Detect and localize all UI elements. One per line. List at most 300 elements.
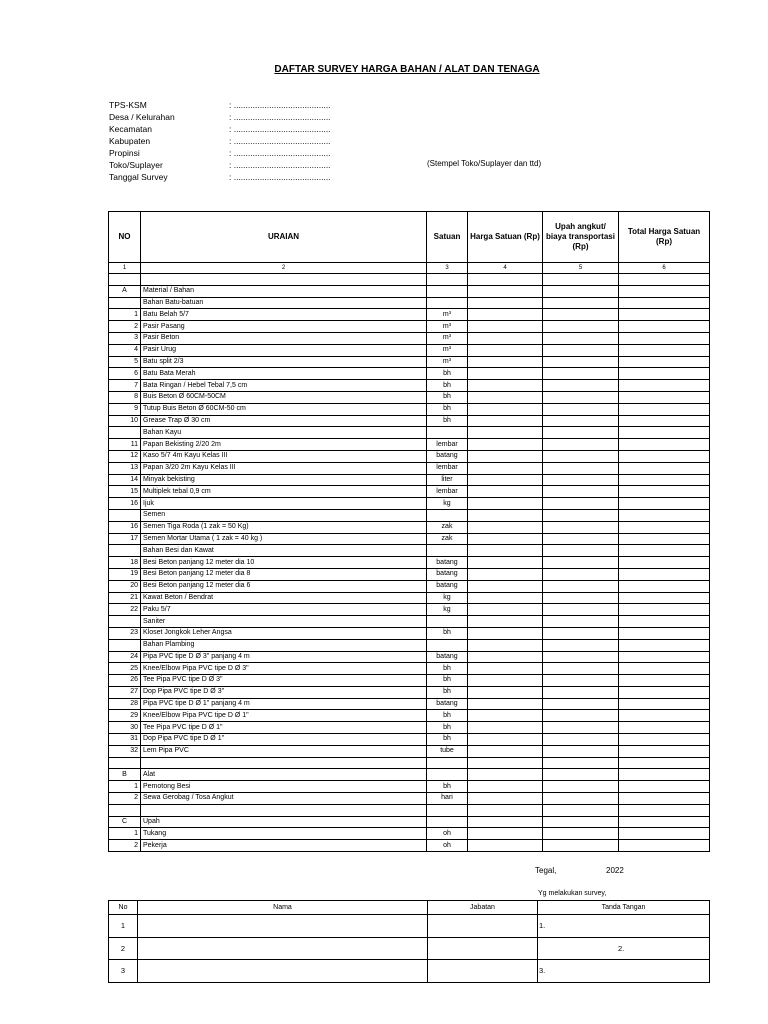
row-number: 1 — [109, 781, 141, 793]
harga-satuan-cell[interactable] — [468, 722, 543, 734]
total-harga-cell[interactable] — [619, 521, 710, 533]
upah-angkut-cell[interactable] — [543, 321, 619, 333]
row-description: Besi Beton panjang 12 meter dia 6 — [141, 580, 427, 592]
upah-angkut-cell[interactable] — [543, 498, 619, 510]
row-number — [109, 757, 141, 769]
info-label: TPS-KSM — [109, 100, 147, 110]
table-row — [109, 698, 710, 710]
info-value-field[interactable]: : ......................................... — [229, 172, 331, 182]
harga-satuan-cell[interactable] — [468, 285, 543, 297]
row-number — [109, 509, 141, 521]
harga-satuan-cell[interactable] — [468, 710, 543, 722]
row-unit: bh — [427, 403, 468, 415]
signature-row — [109, 937, 710, 960]
total-harga-cell[interactable] — [619, 557, 710, 569]
upah-angkut-cell[interactable] — [543, 698, 619, 710]
row-description: Paku 5/7 — [141, 604, 427, 616]
upah-angkut-cell[interactable] — [543, 356, 619, 368]
total-harga-cell[interactable] — [619, 769, 710, 781]
harga-satuan-cell[interactable] — [468, 380, 543, 392]
upah-angkut-cell[interactable] — [543, 439, 619, 451]
table-row — [109, 380, 710, 392]
total-harga-cell[interactable] — [619, 639, 710, 651]
row-unit — [427, 769, 468, 781]
total-harga-cell[interactable] — [619, 498, 710, 510]
header-total-harga: Total Harga Satuan (Rp) — [619, 212, 710, 263]
table-row — [109, 604, 710, 616]
upah-angkut-cell[interactable] — [543, 415, 619, 427]
total-harga-cell[interactable] — [619, 509, 710, 521]
signature-position-cell[interactable] — [428, 937, 538, 960]
row-number: 1 — [109, 309, 141, 321]
column-number: 1 — [109, 263, 141, 274]
row-description: Grease Trap Ø 30 cm — [141, 415, 427, 427]
harga-satuan-cell[interactable] — [468, 368, 543, 380]
row-unit: zak — [427, 521, 468, 533]
signature-sign-cell[interactable]: 3. — [538, 960, 710, 983]
harga-satuan-cell[interactable] — [468, 639, 543, 651]
upah-angkut-cell[interactable] — [543, 840, 619, 852]
total-harga-cell[interactable] — [619, 745, 710, 757]
total-harga-cell[interactable] — [619, 545, 710, 557]
row-number: 24 — [109, 651, 141, 663]
row-number: 32 — [109, 745, 141, 757]
row-number: C — [109, 816, 141, 828]
stamp-note: (Stempel Toko/Suplayer dan ttd) — [427, 159, 542, 168]
row-unit — [427, 804, 468, 816]
row-number: 9 — [109, 403, 141, 415]
harga-satuan-cell[interactable] — [468, 804, 543, 816]
table-row — [109, 391, 710, 403]
upah-angkut-cell[interactable] — [543, 380, 619, 392]
row-number: 29 — [109, 710, 141, 722]
total-harga-cell[interactable] — [619, 309, 710, 321]
table-row — [109, 734, 710, 746]
upah-angkut-cell[interactable] — [543, 769, 619, 781]
row-number — [109, 274, 141, 286]
harga-satuan-cell[interactable] — [468, 663, 543, 675]
upah-angkut-cell[interactable] — [543, 462, 619, 474]
row-description: Material / Bahan — [141, 285, 427, 297]
signature-number: 2 — [109, 937, 138, 960]
upah-angkut-cell[interactable] — [543, 580, 619, 592]
row-description: Lem Pipa PVC — [141, 745, 427, 757]
harga-satuan-cell[interactable] — [468, 462, 543, 474]
row-number: 16 — [109, 521, 141, 533]
row-description: Knee/Elbow Pipa PVC tipe D Ø 1" — [141, 710, 427, 722]
total-harga-cell[interactable] — [619, 321, 710, 333]
harga-satuan-cell[interactable] — [468, 604, 543, 616]
total-harga-cell[interactable] — [619, 592, 710, 604]
harga-satuan-cell[interactable] — [468, 840, 543, 852]
row-description: Kloset Jongkok Leher Angsa — [141, 627, 427, 639]
harga-satuan-cell[interactable] — [468, 793, 543, 805]
signature-name-cell[interactable] — [138, 960, 428, 983]
row-unit — [427, 545, 468, 557]
row-description: Tukang — [141, 828, 427, 840]
row-description: Pasir Beton — [141, 332, 427, 344]
upah-angkut-cell[interactable] — [543, 734, 619, 746]
harga-satuan-cell[interactable] — [468, 592, 543, 604]
total-harga-cell[interactable] — [619, 616, 710, 628]
total-harga-cell[interactable] — [619, 781, 710, 793]
total-harga-cell[interactable] — [619, 734, 710, 746]
total-harga-cell[interactable] — [619, 651, 710, 663]
row-unit: tube — [427, 745, 468, 757]
upah-angkut-cell[interactable] — [543, 828, 619, 840]
row-description: Knee/Elbow Pipa PVC tipe D Ø 3" — [141, 663, 427, 675]
row-unit: bh — [427, 734, 468, 746]
signature-header-row — [109, 901, 710, 915]
table-row — [109, 309, 710, 321]
signature-position-cell[interactable] — [428, 915, 538, 938]
row-unit: batang — [427, 557, 468, 569]
table-row — [109, 545, 710, 557]
row-description: Kaso 5/7 4m Kayu Kelas III — [141, 450, 427, 462]
row-description: Buis Beton Ø 60CM-50CM — [141, 391, 427, 403]
upah-angkut-cell[interactable] — [543, 403, 619, 415]
harga-satuan-cell[interactable] — [468, 274, 543, 286]
total-harga-cell[interactable] — [619, 344, 710, 356]
row-unit: zak — [427, 533, 468, 545]
total-harga-cell[interactable] — [619, 533, 710, 545]
harga-satuan-cell[interactable] — [468, 816, 543, 828]
upah-angkut-cell[interactable] — [543, 675, 619, 687]
harga-satuan-cell[interactable] — [468, 344, 543, 356]
row-number: 12 — [109, 450, 141, 462]
upah-angkut-cell[interactable] — [543, 710, 619, 722]
upah-angkut-cell[interactable] — [543, 781, 619, 793]
row-unit — [427, 427, 468, 439]
upah-angkut-cell[interactable] — [543, 604, 619, 616]
harga-satuan-cell[interactable] — [468, 734, 543, 746]
upah-angkut-cell[interactable] — [543, 427, 619, 439]
row-unit: lembar — [427, 486, 468, 498]
header-no: NO — [109, 212, 141, 263]
info-value-field[interactable]: : ......................................... — [229, 136, 331, 146]
signature-sign-cell[interactable]: 2. — [538, 937, 710, 960]
upah-angkut-cell[interactable] — [543, 450, 619, 462]
total-harga-cell[interactable] — [619, 403, 710, 415]
row-number: 22 — [109, 604, 141, 616]
total-harga-cell[interactable] — [619, 297, 710, 309]
row-number: 31 — [109, 734, 141, 746]
row-number: 23 — [109, 627, 141, 639]
upah-angkut-cell[interactable] — [543, 793, 619, 805]
info-label: Kabupaten — [109, 136, 151, 146]
total-harga-cell[interactable] — [619, 580, 710, 592]
row-number: 18 — [109, 557, 141, 569]
row-unit: bh — [427, 380, 468, 392]
table-row — [109, 580, 710, 592]
upah-angkut-cell[interactable] — [543, 474, 619, 486]
total-harga-cell[interactable] — [619, 675, 710, 687]
harga-satuan-cell[interactable] — [468, 781, 543, 793]
table-row — [109, 710, 710, 722]
total-harga-cell[interactable] — [619, 757, 710, 769]
harga-satuan-cell[interactable] — [468, 498, 543, 510]
row-number: 2 — [109, 840, 141, 852]
total-harga-cell[interactable] — [619, 663, 710, 675]
row-number: 11 — [109, 439, 141, 451]
row-description: Batu Belah 5/7 — [141, 309, 427, 321]
total-harga-cell[interactable] — [619, 828, 710, 840]
signature-header-no: No — [109, 901, 138, 915]
row-description — [141, 804, 427, 816]
row-unit — [427, 816, 468, 828]
total-harga-cell[interactable] — [619, 391, 710, 403]
total-harga-cell[interactable] — [619, 804, 710, 816]
harga-satuan-cell[interactable] — [468, 745, 543, 757]
harga-satuan-cell[interactable] — [468, 486, 543, 498]
upah-angkut-cell[interactable] — [543, 486, 619, 498]
upah-angkut-cell[interactable] — [543, 745, 619, 757]
row-description: Pemotong Besi — [141, 781, 427, 793]
harga-satuan-cell[interactable] — [468, 533, 543, 545]
surveyor-label: Yg melakukan survey, — [538, 890, 607, 897]
total-harga-cell[interactable] — [619, 698, 710, 710]
info-value-field[interactable]: : ......................................... — [229, 160, 331, 170]
info-value-field[interactable]: : ......................................... — [229, 100, 331, 110]
row-description: Dop Pipa PVC tipe D Ø 1" — [141, 734, 427, 746]
table-row — [109, 356, 710, 368]
row-number: 8 — [109, 391, 141, 403]
table-row — [109, 498, 710, 510]
harga-satuan-cell[interactable] — [468, 698, 543, 710]
row-unit: oh — [427, 840, 468, 852]
total-harga-cell[interactable] — [619, 568, 710, 580]
row-unit: bh — [427, 368, 468, 380]
info-value-field[interactable]: : ......................................... — [229, 148, 331, 158]
harga-satuan-cell[interactable] — [468, 415, 543, 427]
table-row — [109, 840, 710, 852]
table-row — [109, 828, 710, 840]
row-unit: kg — [427, 604, 468, 616]
signature-sign-cell[interactable]: 1. — [538, 915, 710, 938]
city-label: Tegal, — [535, 866, 557, 875]
total-harga-cell[interactable] — [619, 450, 710, 462]
table-row — [109, 627, 710, 639]
row-number: 21 — [109, 592, 141, 604]
row-number: 2 — [109, 321, 141, 333]
table-row — [109, 533, 710, 545]
signature-number: 3 — [109, 960, 138, 983]
total-harga-cell[interactable] — [619, 462, 710, 474]
upah-angkut-cell[interactable] — [543, 592, 619, 604]
row-description: Kawat Beton / Bendrat — [141, 592, 427, 604]
harga-satuan-cell[interactable] — [468, 580, 543, 592]
upah-angkut-cell[interactable] — [543, 557, 619, 569]
harga-satuan-cell[interactable] — [468, 568, 543, 580]
row-unit: m³ — [427, 321, 468, 333]
row-description: Papan Bekisting 2/20 2m — [141, 439, 427, 451]
row-number: 5 — [109, 356, 141, 368]
harga-satuan-cell[interactable] — [468, 403, 543, 415]
row-description: Upah — [141, 816, 427, 828]
table-row — [109, 663, 710, 675]
upah-angkut-cell[interactable] — [543, 344, 619, 356]
total-harga-cell[interactable] — [619, 604, 710, 616]
row-unit: lembar — [427, 439, 468, 451]
row-description: Minyak bekisting — [141, 474, 427, 486]
signature-name-cell[interactable] — [138, 937, 428, 960]
row-unit — [427, 297, 468, 309]
table-row — [109, 557, 710, 569]
price-survey-table — [108, 211, 710, 852]
upah-angkut-cell[interactable] — [543, 757, 619, 769]
harga-satuan-cell[interactable] — [468, 391, 543, 403]
upah-angkut-cell[interactable] — [543, 686, 619, 698]
row-description: Sewa Gerobag / Tosa Angkut — [141, 793, 427, 805]
harga-satuan-cell[interactable] — [468, 557, 543, 569]
total-harga-cell[interactable] — [619, 368, 710, 380]
row-description — [141, 274, 427, 286]
harga-satuan-cell[interactable] — [468, 309, 543, 321]
upah-angkut-cell[interactable] — [543, 568, 619, 580]
row-unit: bh — [427, 781, 468, 793]
upah-angkut-cell[interactable] — [543, 616, 619, 628]
row-description: Pipa PVC tipe D Ø 3" panjang 4 m — [141, 651, 427, 663]
row-unit: bh — [427, 710, 468, 722]
table-column-number-row — [109, 263, 710, 274]
harga-satuan-cell[interactable] — [468, 769, 543, 781]
row-unit: m³ — [427, 309, 468, 321]
row-unit — [427, 757, 468, 769]
upah-angkut-cell[interactable] — [543, 533, 619, 545]
harga-satuan-cell[interactable] — [468, 651, 543, 663]
harga-satuan-cell[interactable] — [468, 616, 543, 628]
harga-satuan-cell[interactable] — [468, 474, 543, 486]
upah-angkut-cell[interactable] — [543, 521, 619, 533]
harga-satuan-cell[interactable] — [468, 332, 543, 344]
total-harga-cell[interactable] — [619, 427, 710, 439]
table-row — [109, 285, 710, 297]
harga-satuan-cell[interactable] — [468, 427, 543, 439]
total-harga-cell[interactable] — [619, 415, 710, 427]
total-harga-cell[interactable] — [619, 274, 710, 286]
row-description: Tee Pipa PVC tipe D Ø 3" — [141, 675, 427, 687]
row-description: Pasir Pasang — [141, 321, 427, 333]
upah-angkut-cell[interactable] — [543, 627, 619, 639]
upah-angkut-cell[interactable] — [543, 651, 619, 663]
upah-angkut-cell[interactable] — [543, 274, 619, 286]
upah-angkut-cell[interactable] — [543, 804, 619, 816]
row-number: 14 — [109, 474, 141, 486]
row-number: 10 — [109, 415, 141, 427]
row-unit: batang — [427, 651, 468, 663]
row-number: 16 — [109, 498, 141, 510]
total-harga-cell[interactable] — [619, 793, 710, 805]
row-unit: batang — [427, 580, 468, 592]
signature-header-jabatan: Jabatan — [428, 901, 538, 915]
row-unit: batang — [427, 450, 468, 462]
table-row — [109, 757, 710, 769]
harga-satuan-cell[interactable] — [468, 356, 543, 368]
total-harga-cell[interactable] — [619, 816, 710, 828]
table-row — [109, 592, 710, 604]
row-description: Semen Tiga Roda (1 zak = 50 Kg) — [141, 521, 427, 533]
harga-satuan-cell[interactable] — [468, 509, 543, 521]
upah-angkut-cell[interactable] — [543, 639, 619, 651]
total-harga-cell[interactable] — [619, 439, 710, 451]
info-label: Tanggal Survey — [109, 172, 168, 182]
total-harga-cell[interactable] — [619, 474, 710, 486]
table-header-row — [109, 212, 710, 263]
harga-satuan-cell[interactable] — [468, 627, 543, 639]
upah-angkut-cell[interactable] — [543, 816, 619, 828]
row-number: 7 — [109, 380, 141, 392]
upah-angkut-cell[interactable] — [543, 391, 619, 403]
harga-satuan-cell[interactable] — [468, 686, 543, 698]
harga-satuan-cell[interactable] — [468, 439, 543, 451]
row-description: Bahan Plambing — [141, 639, 427, 651]
row-number — [109, 804, 141, 816]
signature-position-cell[interactable] — [428, 960, 538, 983]
total-harga-cell[interactable] — [619, 840, 710, 852]
total-harga-cell[interactable] — [619, 722, 710, 734]
total-harga-cell[interactable] — [619, 332, 710, 344]
row-number: 13 — [109, 462, 141, 474]
row-unit: batang — [427, 568, 468, 580]
row-description: Besi Beton panjang 12 meter dia 10 — [141, 557, 427, 569]
row-unit: bh — [427, 686, 468, 698]
signature-number: 1 — [109, 915, 138, 938]
upah-angkut-cell[interactable] — [543, 545, 619, 557]
harga-satuan-cell[interactable] — [468, 450, 543, 462]
harga-satuan-cell[interactable] — [468, 757, 543, 769]
table-row — [109, 675, 710, 687]
upah-angkut-cell[interactable] — [543, 722, 619, 734]
upah-angkut-cell[interactable] — [543, 663, 619, 675]
upah-angkut-cell[interactable] — [543, 285, 619, 297]
row-description: Bata Ringan / Hebel Tebal 7,5 cm — [141, 380, 427, 392]
row-number: 17 — [109, 533, 141, 545]
total-harga-cell[interactable] — [619, 627, 710, 639]
row-unit — [427, 285, 468, 297]
total-harga-cell[interactable] — [619, 686, 710, 698]
signature-name-cell[interactable] — [138, 915, 428, 938]
upah-angkut-cell[interactable] — [543, 297, 619, 309]
row-unit: hari — [427, 793, 468, 805]
harga-satuan-cell[interactable] — [468, 675, 543, 687]
total-harga-cell[interactable] — [619, 486, 710, 498]
total-harga-cell[interactable] — [619, 380, 710, 392]
column-number: 3 — [427, 263, 468, 274]
row-number: 28 — [109, 698, 141, 710]
upah-angkut-cell[interactable] — [543, 332, 619, 344]
row-description: Batu Bata Merah — [141, 368, 427, 380]
harga-satuan-cell[interactable] — [468, 545, 543, 557]
row-description: Papan 3/20 2m Kayu Kelas III — [141, 462, 427, 474]
info-label: Kecamatan — [109, 124, 152, 134]
harga-satuan-cell[interactable] — [468, 297, 543, 309]
row-number: 2 — [109, 793, 141, 805]
info-value-field[interactable]: : ......................................... — [229, 124, 331, 134]
row-description — [141, 757, 427, 769]
total-harga-cell[interactable] — [619, 285, 710, 297]
info-value-field[interactable]: : ......................................... — [229, 112, 331, 122]
harga-satuan-cell[interactable] — [468, 321, 543, 333]
table-row — [109, 816, 710, 828]
upah-angkut-cell[interactable] — [543, 309, 619, 321]
total-harga-cell[interactable] — [619, 356, 710, 368]
row-unit: oh — [427, 828, 468, 840]
harga-satuan-cell[interactable] — [468, 828, 543, 840]
upah-angkut-cell[interactable] — [543, 368, 619, 380]
total-harga-cell[interactable] — [619, 710, 710, 722]
upah-angkut-cell[interactable] — [543, 509, 619, 521]
harga-satuan-cell[interactable] — [468, 521, 543, 533]
